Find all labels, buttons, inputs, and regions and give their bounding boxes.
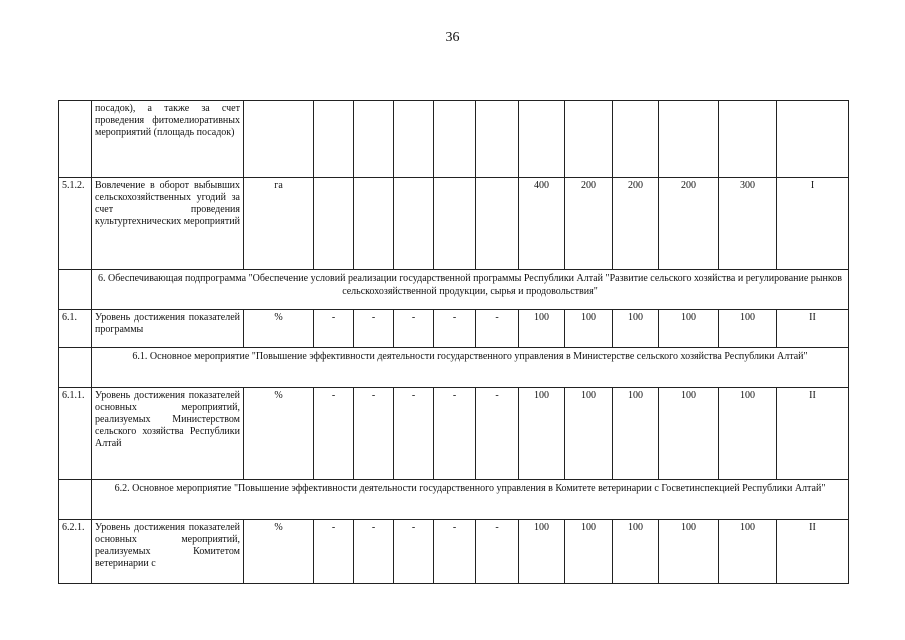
value-cell: - xyxy=(354,520,394,584)
value-cell: 200 xyxy=(613,178,659,270)
value-cell: 200 xyxy=(659,178,719,270)
table-row xyxy=(59,310,849,348)
value-cell: - xyxy=(434,310,476,348)
value-cell xyxy=(354,101,394,178)
value-cell: I xyxy=(777,178,849,270)
unit-cell: га xyxy=(244,178,314,270)
value-cell xyxy=(519,101,565,178)
value-cell: 100 xyxy=(659,388,719,480)
section-number-cell xyxy=(59,480,92,520)
value-cell xyxy=(476,101,519,178)
value-cell: - xyxy=(314,520,354,584)
value-cell: 100 xyxy=(719,520,777,584)
value-cell xyxy=(719,101,777,178)
value-cell: - xyxy=(394,310,434,348)
unit-cell: % xyxy=(244,388,314,480)
indicator-name: посадок), а также за счет проведения фитомелиоративных мероприятий (площадь посадок) xyxy=(92,101,244,178)
row-number: 6.2.1. xyxy=(59,520,92,584)
section-row xyxy=(59,348,849,388)
value-cell: 100 xyxy=(659,520,719,584)
value-cell: 100 xyxy=(519,520,565,584)
value-cell xyxy=(565,101,613,178)
unit-cell xyxy=(244,101,314,178)
value-cell: - xyxy=(354,310,394,348)
value-cell: II xyxy=(777,520,849,584)
table-row xyxy=(59,388,849,480)
value-cell: 100 xyxy=(613,310,659,348)
value-cell xyxy=(314,101,354,178)
indicator-name: Уровень достижения показателей основных мероприятий, реализуемых Комитетом ветеринарии с xyxy=(92,520,244,584)
value-cell: II xyxy=(777,310,849,348)
unit-cell: % xyxy=(244,310,314,348)
value-cell: 100 xyxy=(719,388,777,480)
value-cell: - xyxy=(314,388,354,480)
value-cell: 100 xyxy=(613,520,659,584)
value-cell xyxy=(777,101,849,178)
value-cell: 100 xyxy=(565,520,613,584)
value-cell: - xyxy=(314,310,354,348)
unit-cell: % xyxy=(244,520,314,584)
section-heading: 6.1. Основное мероприятие "Повышение эффективности деятельности государственного управления в Министерстве сельского хозяйства Республики Алтай" xyxy=(92,348,849,388)
value-cell xyxy=(394,178,434,270)
value-cell: - xyxy=(394,388,434,480)
value-cell: 100 xyxy=(565,388,613,480)
value-cell xyxy=(394,101,434,178)
section-number-cell xyxy=(59,348,92,388)
indicator-name: Уровень достижения показателей основных мероприятий, реализуемых Министерством сельского хозяйства Республики Алтай xyxy=(92,388,244,480)
value-cell: 300 xyxy=(719,178,777,270)
value-cell: - xyxy=(476,388,519,480)
value-cell: 400 xyxy=(519,178,565,270)
value-cell: 100 xyxy=(519,388,565,480)
section-heading: 6. Обеспечивающая подпрограмма "Обеспечение условий реализации государственной программы Республики Алтай "Развитие сельского хозяйства и регулирование рынков сельскохозяйственной продукции, сырья и продовольствия" xyxy=(92,270,849,310)
indicator-name: Вовлечение в оборот выбывших сельскохозяйственных угодий за счет проведения культуртехнических мероприятий xyxy=(92,178,244,270)
value-cell xyxy=(314,178,354,270)
row-number: 6.1.1. xyxy=(59,388,92,480)
value-cell xyxy=(354,178,394,270)
table-row xyxy=(59,101,849,178)
row-number: 5.1.2. xyxy=(59,178,92,270)
value-cell: 200 xyxy=(565,178,613,270)
indicator-name: Уровень достижения показателей программы xyxy=(92,310,244,348)
value-cell: - xyxy=(394,520,434,584)
section-row xyxy=(59,270,849,310)
section-heading: 6.2. Основное мероприятие "Повышение эффективности деятельности государственного управления в Комитете ветеринарии с Госветинспекцией Республики Алтай" xyxy=(92,480,849,520)
value-cell xyxy=(434,101,476,178)
value-cell: 100 xyxy=(613,388,659,480)
value-cell: 100 xyxy=(719,310,777,348)
table-row xyxy=(59,178,849,270)
value-cell: - xyxy=(476,310,519,348)
value-cell: - xyxy=(434,388,476,480)
section-number-cell xyxy=(59,270,92,310)
table-row xyxy=(59,520,849,584)
value-cell xyxy=(434,178,476,270)
value-cell: - xyxy=(434,520,476,584)
value-cell: - xyxy=(354,388,394,480)
value-cell: 100 xyxy=(565,310,613,348)
section-row xyxy=(59,480,849,520)
value-cell: 100 xyxy=(659,310,719,348)
row-number xyxy=(59,101,92,178)
value-cell xyxy=(659,101,719,178)
indicators-table xyxy=(58,100,849,584)
row-number: 6.1. xyxy=(59,310,92,348)
value-cell xyxy=(476,178,519,270)
page-number: 36 xyxy=(445,30,460,45)
value-cell: II xyxy=(777,388,849,480)
value-cell: - xyxy=(476,520,519,584)
value-cell: 100 xyxy=(519,310,565,348)
value-cell xyxy=(613,101,659,178)
